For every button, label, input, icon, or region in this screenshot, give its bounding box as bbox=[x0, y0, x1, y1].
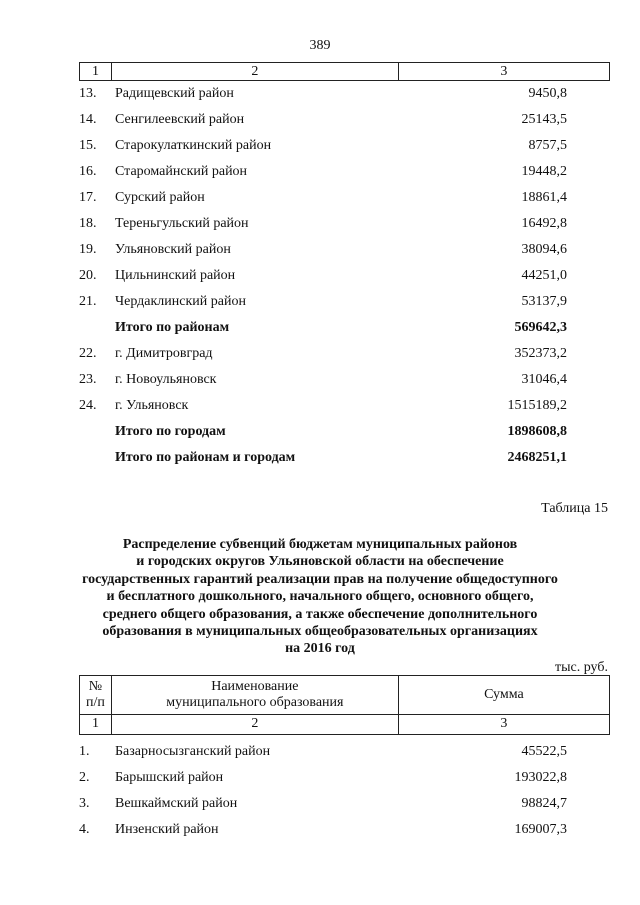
page-number: 389 bbox=[309, 38, 331, 53]
row-name: Барышский район bbox=[115, 770, 224, 785]
row-value: 8757,5 bbox=[528, 138, 567, 153]
row-name: г. Димитровград bbox=[115, 346, 213, 361]
table-body bbox=[79, 739, 610, 843]
table-row bbox=[79, 237, 610, 263]
table-row bbox=[79, 81, 610, 107]
row-value: 18861,4 bbox=[521, 190, 567, 205]
table-header-row bbox=[79, 675, 610, 715]
row-value: 569642,3 bbox=[514, 320, 567, 335]
row-number: 1. bbox=[79, 744, 90, 759]
table-title bbox=[60, 536, 580, 658]
row-name: Цильнинский район bbox=[115, 268, 236, 283]
title-line: на 2016 год bbox=[285, 641, 355, 657]
row-value: 44251,0 bbox=[521, 268, 567, 283]
row-value: 1898608,8 bbox=[507, 424, 567, 439]
row-number: 17. bbox=[79, 190, 97, 205]
row-name: Сенгилеевский район bbox=[115, 112, 245, 127]
table-header-row bbox=[79, 62, 610, 81]
column-header-1: 1 bbox=[80, 63, 112, 80]
title-line: государственных гарантий реализации прав на получение общедоступного bbox=[82, 571, 558, 587]
row-number: 3. bbox=[79, 796, 90, 811]
units-label: тыс. руб. bbox=[555, 660, 608, 675]
table-body bbox=[79, 81, 610, 471]
column-header-sum: Сумма bbox=[484, 687, 524, 702]
row-number: 22. bbox=[79, 346, 97, 361]
row-number bbox=[79, 445, 115, 471]
column-header-name bbox=[112, 676, 399, 714]
row-name: г. Ульяновск bbox=[115, 398, 189, 413]
table-row bbox=[79, 791, 610, 817]
row-name: г. Новоульяновск bbox=[115, 372, 217, 387]
row-number: 18. bbox=[79, 216, 97, 231]
table-row bbox=[79, 739, 610, 765]
column-header-number bbox=[80, 676, 112, 714]
row-value: 2468251,1 bbox=[507, 450, 567, 465]
column-header-2: 2 bbox=[112, 63, 399, 80]
row-number: 20. bbox=[79, 268, 97, 283]
row-number: 23. bbox=[79, 372, 97, 387]
table-row bbox=[79, 289, 610, 315]
row-value: 16492,8 bbox=[521, 216, 567, 231]
row-number: 4. bbox=[79, 822, 90, 837]
row-value: 9450,8 bbox=[528, 86, 567, 101]
header-number-line2: п/п bbox=[86, 695, 105, 710]
row-number: 2. bbox=[79, 770, 90, 785]
table-row bbox=[79, 263, 610, 289]
table-row bbox=[79, 159, 610, 185]
table-label: Таблица 15 bbox=[541, 501, 608, 516]
table-row bbox=[79, 765, 610, 791]
row-name: Радищевский район bbox=[115, 86, 234, 101]
row-value: 25143,5 bbox=[521, 112, 567, 127]
column-number-1: 1 bbox=[80, 715, 112, 734]
row-value: 19448,2 bbox=[521, 164, 567, 179]
column-number-2: 2 bbox=[112, 715, 399, 734]
row-value: 38094,6 bbox=[521, 242, 567, 257]
row-value: 98824,7 bbox=[521, 796, 567, 811]
total-row bbox=[79, 315, 610, 341]
row-value: 45522,5 bbox=[521, 744, 567, 759]
table-row bbox=[79, 367, 610, 393]
row-value: 169007,3 bbox=[514, 822, 567, 837]
row-name: Старомайнский район bbox=[115, 164, 248, 179]
row-number: 24. bbox=[79, 398, 97, 413]
header-name-line1: Наименование bbox=[211, 679, 299, 694]
row-value: 352373,2 bbox=[514, 346, 567, 361]
row-number: 21. bbox=[79, 294, 97, 309]
column-number-row bbox=[79, 715, 610, 735]
total-row bbox=[79, 445, 610, 471]
row-number bbox=[79, 315, 115, 341]
row-name: Вешкаймский район bbox=[115, 796, 238, 811]
title-line: среднего общего образования, а также обеспечение дополнительного bbox=[102, 606, 538, 622]
row-value: 193022,8 bbox=[514, 770, 567, 785]
subvention-table bbox=[79, 675, 610, 843]
row-number: 15. bbox=[79, 138, 97, 153]
table-row bbox=[79, 107, 610, 133]
title-line: Распределение субвенций бюджетам муниципальных районов bbox=[122, 537, 518, 552]
row-number: 16. bbox=[79, 164, 97, 179]
row-value: 1515189,2 bbox=[507, 398, 567, 413]
row-name: Итого по городам bbox=[115, 424, 226, 439]
row-number bbox=[79, 419, 115, 445]
row-value: 53137,9 bbox=[521, 294, 567, 309]
row-name: Базарносызганский район bbox=[115, 744, 271, 759]
title-line: образования в муниципальных общеобразовательных организациях bbox=[102, 624, 538, 640]
total-row bbox=[79, 419, 610, 445]
row-name: Инзенский район bbox=[115, 822, 219, 837]
title-line: и бесплатного дошкольного, начального общего, основного общего, bbox=[106, 589, 534, 605]
row-name: Итого по районам и городам bbox=[115, 450, 296, 465]
table-row bbox=[79, 393, 610, 419]
row-number: 14. bbox=[79, 112, 97, 127]
title-line: и городских округов Ульяновской области на обеспечение bbox=[136, 554, 504, 570]
row-name: Сурский район bbox=[115, 190, 205, 205]
table-row bbox=[79, 185, 610, 211]
column-header-3: 3 bbox=[500, 64, 508, 79]
row-number: 19. bbox=[79, 242, 97, 257]
row-value: 31046,4 bbox=[521, 372, 567, 387]
table-continuation bbox=[79, 62, 610, 471]
table-row bbox=[79, 817, 610, 843]
header-number-line1: № bbox=[88, 679, 103, 694]
row-name: Старокулаткинский район bbox=[115, 138, 272, 153]
row-name: Ульяновский район bbox=[115, 242, 231, 257]
row-name: Итого по районам bbox=[115, 320, 230, 335]
row-name: Тереньгульский район bbox=[115, 216, 249, 231]
table-row bbox=[79, 211, 610, 237]
table-row bbox=[79, 133, 610, 159]
row-number: 13. bbox=[79, 86, 97, 101]
header-name-line2: муниципального образования bbox=[166, 695, 344, 710]
table-row bbox=[79, 341, 610, 367]
column-number-3: 3 bbox=[500, 716, 508, 731]
row-name: Чердаклинский район bbox=[115, 294, 246, 309]
